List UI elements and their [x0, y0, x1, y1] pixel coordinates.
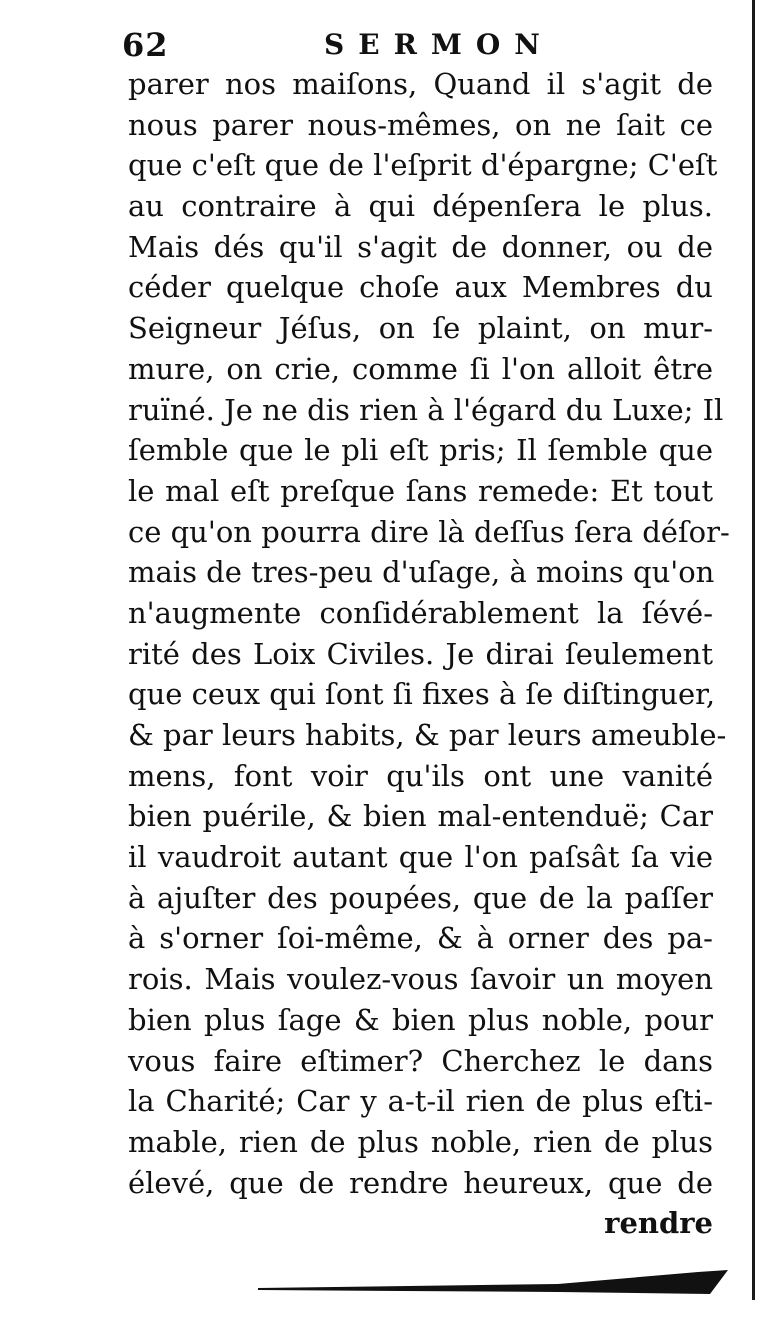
text-line: que c'eſt que de l'eſprit d'épargne; C'eſt — [128, 148, 718, 183]
text-line: n'augmente conſidérablement la ſévé- — [128, 595, 713, 630]
text-line: le mal eſt preſque ſans remede: Et tout — [128, 473, 713, 508]
text-line: élevé, que de rendre heureux, que de — [128, 1165, 713, 1200]
text-line: mure, on crie, comme ſi l'on alloit être — [128, 351, 713, 386]
text-line: ſemble que le pli eſt pris; Il ſemble que — [128, 433, 713, 468]
catchword: rendre — [604, 1206, 713, 1241]
page-edge-border — [752, 0, 755, 1300]
text-line: bien plus ſage & bien plus noble, pour — [128, 1002, 713, 1037]
text-line: la Charité; Car y a-t-il rien de plus eſti- — [128, 1084, 713, 1119]
text-line: il vaudroit autant que l'on paſsât ſa vie — [128, 840, 713, 875]
text-line: ruïné. Je ne dis rien à l'égard du Luxe; Il — [128, 392, 724, 427]
body-text — [128, 64, 730, 1244]
text-line: parer nos maiſons, Quand il s'agit de — [128, 67, 713, 101]
decorative-bottom-stroke — [258, 1268, 728, 1296]
text-line: mens, font voir qu'ils ont une vanité — [128, 758, 713, 793]
text-line: mais de tres-peu d'uſage, à moins qu'on — [128, 555, 715, 590]
text-line: mable, rien de plus noble, rien de plus — [128, 1124, 713, 1159]
text-line: ce qu'on pourra dire là deſſus ſera déſor- — [128, 514, 730, 549]
text-line: vous faire eſtimer? Cherchez le dans — [128, 1043, 713, 1078]
text-line: bien puérile, & bien mal-entenduë; Car — [128, 799, 713, 834]
text-line: Mais dés qu'il s'agit de donner, ou de — [128, 229, 713, 264]
text-line: céder quelque choſe aux Membres du — [128, 270, 713, 305]
running-title: SERMON — [324, 28, 554, 61]
text-line: rois. Mais voulez-vous ſavoir un moyen — [128, 962, 713, 997]
text-line: Seigneur Jéſus, on ſe plaint, on mur- — [128, 311, 713, 346]
text-line: à s'orner ſoi-même, & à orner des pa- — [128, 921, 713, 956]
text-line: rité des Loix Civiles. Je dirai ſeulement — [128, 636, 713, 671]
text-line: à ajuſter des poupées, que de la paſſer — [128, 880, 713, 915]
text-line: & par leurs habits, & par leurs ameuble- — [128, 718, 727, 752]
text-line: au contraire à qui dépenſera le plus. — [128, 189, 713, 224]
text-line: nous parer nous-mêmes, on ne ſait ce — [128, 107, 713, 142]
page-number: 62 — [122, 26, 169, 64]
text-line: que ceux qui ſont ſi fixes à ſe diſtinguer, — [128, 677, 716, 712]
